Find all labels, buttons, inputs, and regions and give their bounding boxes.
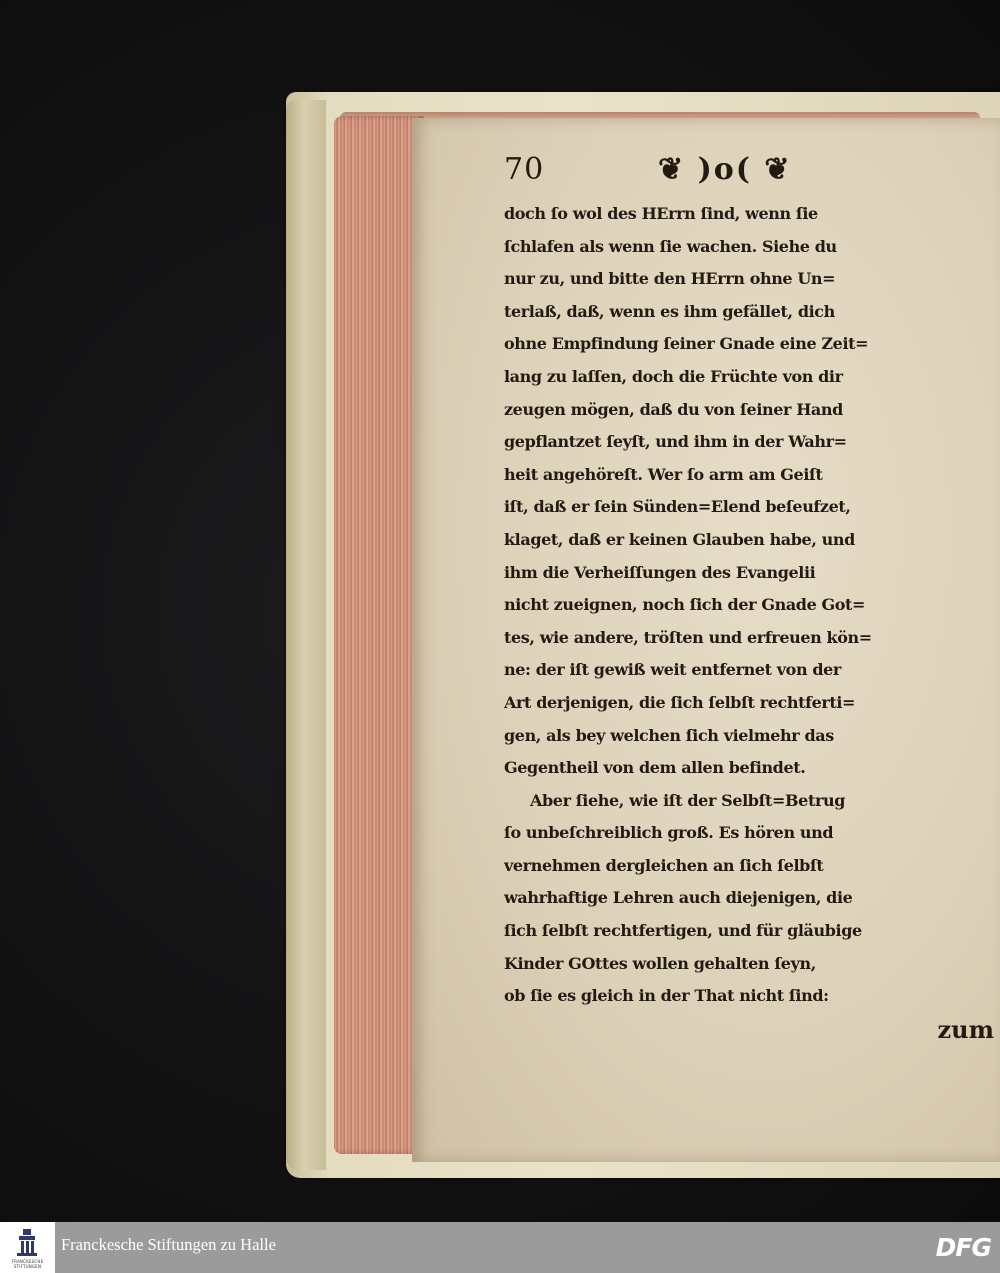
page-number: 70 bbox=[504, 152, 545, 187]
text-line: nur zu, und bitte den HErrn ohne Un= bbox=[504, 269, 836, 289]
foundation-emblem-icon bbox=[14, 1227, 40, 1257]
red-page-edges bbox=[334, 116, 424, 1154]
page-text-block bbox=[504, 152, 994, 1045]
dfg-logo[interactable]: DFG bbox=[935, 1233, 991, 1262]
text-line: terlaß, daß, wenn es ihm gefället, dich bbox=[504, 301, 835, 321]
catchword: zum bbox=[937, 1014, 994, 1044]
cover-spine bbox=[286, 100, 326, 1170]
page-header bbox=[504, 152, 994, 192]
institution-name: Franckesche Stiftungen zu Halle bbox=[61, 1235, 276, 1254]
text-line: zeugen mögen, daß du von ſeiner Hand bbox=[504, 399, 843, 419]
logo-caption: FRANCKESCHE STIFTUNGEN bbox=[11, 1259, 44, 1269]
text-line: tes, wie andere, tröſten und erfreuen kön= bbox=[504, 627, 872, 647]
text-line: ſo unbeſchreiblich groß. Es hören und bbox=[504, 823, 834, 843]
text-line: gepflantzet ſeyſt, und ihm in der Wahr= bbox=[504, 432, 847, 452]
text-line: Art derjenigen, die ſich ſelbſt rechtferti= bbox=[504, 692, 856, 712]
header-ornament: ❦ )o( ❦ bbox=[658, 152, 792, 187]
text-line: klaget, daß er keinen Glauben habe, und bbox=[504, 529, 855, 549]
text-line: ne: der iſt gewiß weit entfernet von der bbox=[504, 660, 841, 680]
page-text-lines bbox=[504, 198, 994, 1013]
text-line: iſt, daß er ſein Sünden=Elend beſeufzet, bbox=[504, 497, 851, 517]
institution-logo[interactable] bbox=[0, 1222, 55, 1273]
text-line: wahrhaftige Lehren auch diejenigen, die bbox=[504, 888, 853, 908]
text-line: Aber ſiehe, wie iſt der Selbſt=Betrug bbox=[530, 790, 845, 810]
text-line: vernehmen dergleichen an ſich ſelbſt bbox=[504, 855, 824, 875]
text-line: ihm die Verheiſſungen des Evangelii bbox=[504, 562, 816, 582]
text-line: heit angehöreſt. Wer ſo arm am Geiſt bbox=[504, 464, 823, 484]
text-line: gen, als bey welchen ſich vielmehr das bbox=[504, 725, 834, 745]
text-line: ſich ſelbſt rechtfertigen, und für gläubige bbox=[504, 921, 862, 941]
text-line: lang zu laſſen, doch die Früchte von dir bbox=[504, 366, 843, 386]
text-line: ſchlafen als wenn ſie wachen. Siehe du bbox=[504, 236, 837, 256]
book-page bbox=[412, 118, 1000, 1162]
text-line: doch ſo wol des HErrn ſind, wenn ſie bbox=[504, 204, 818, 223]
text-line: ohne Empfindung ſeiner Gnade eine Zeit= bbox=[504, 334, 869, 354]
footer-bar bbox=[0, 1222, 1000, 1273]
text-line: ob ſie es gleich in der That nicht ſind: bbox=[504, 986, 829, 1006]
text-line: Gegentheil von dem allen befindet. bbox=[504, 758, 806, 778]
text-line: nicht zueignen, noch ſich der Gnade Got= bbox=[504, 595, 866, 615]
text-line: Kinder GOttes wollen gehalten ſeyn, bbox=[504, 953, 816, 973]
